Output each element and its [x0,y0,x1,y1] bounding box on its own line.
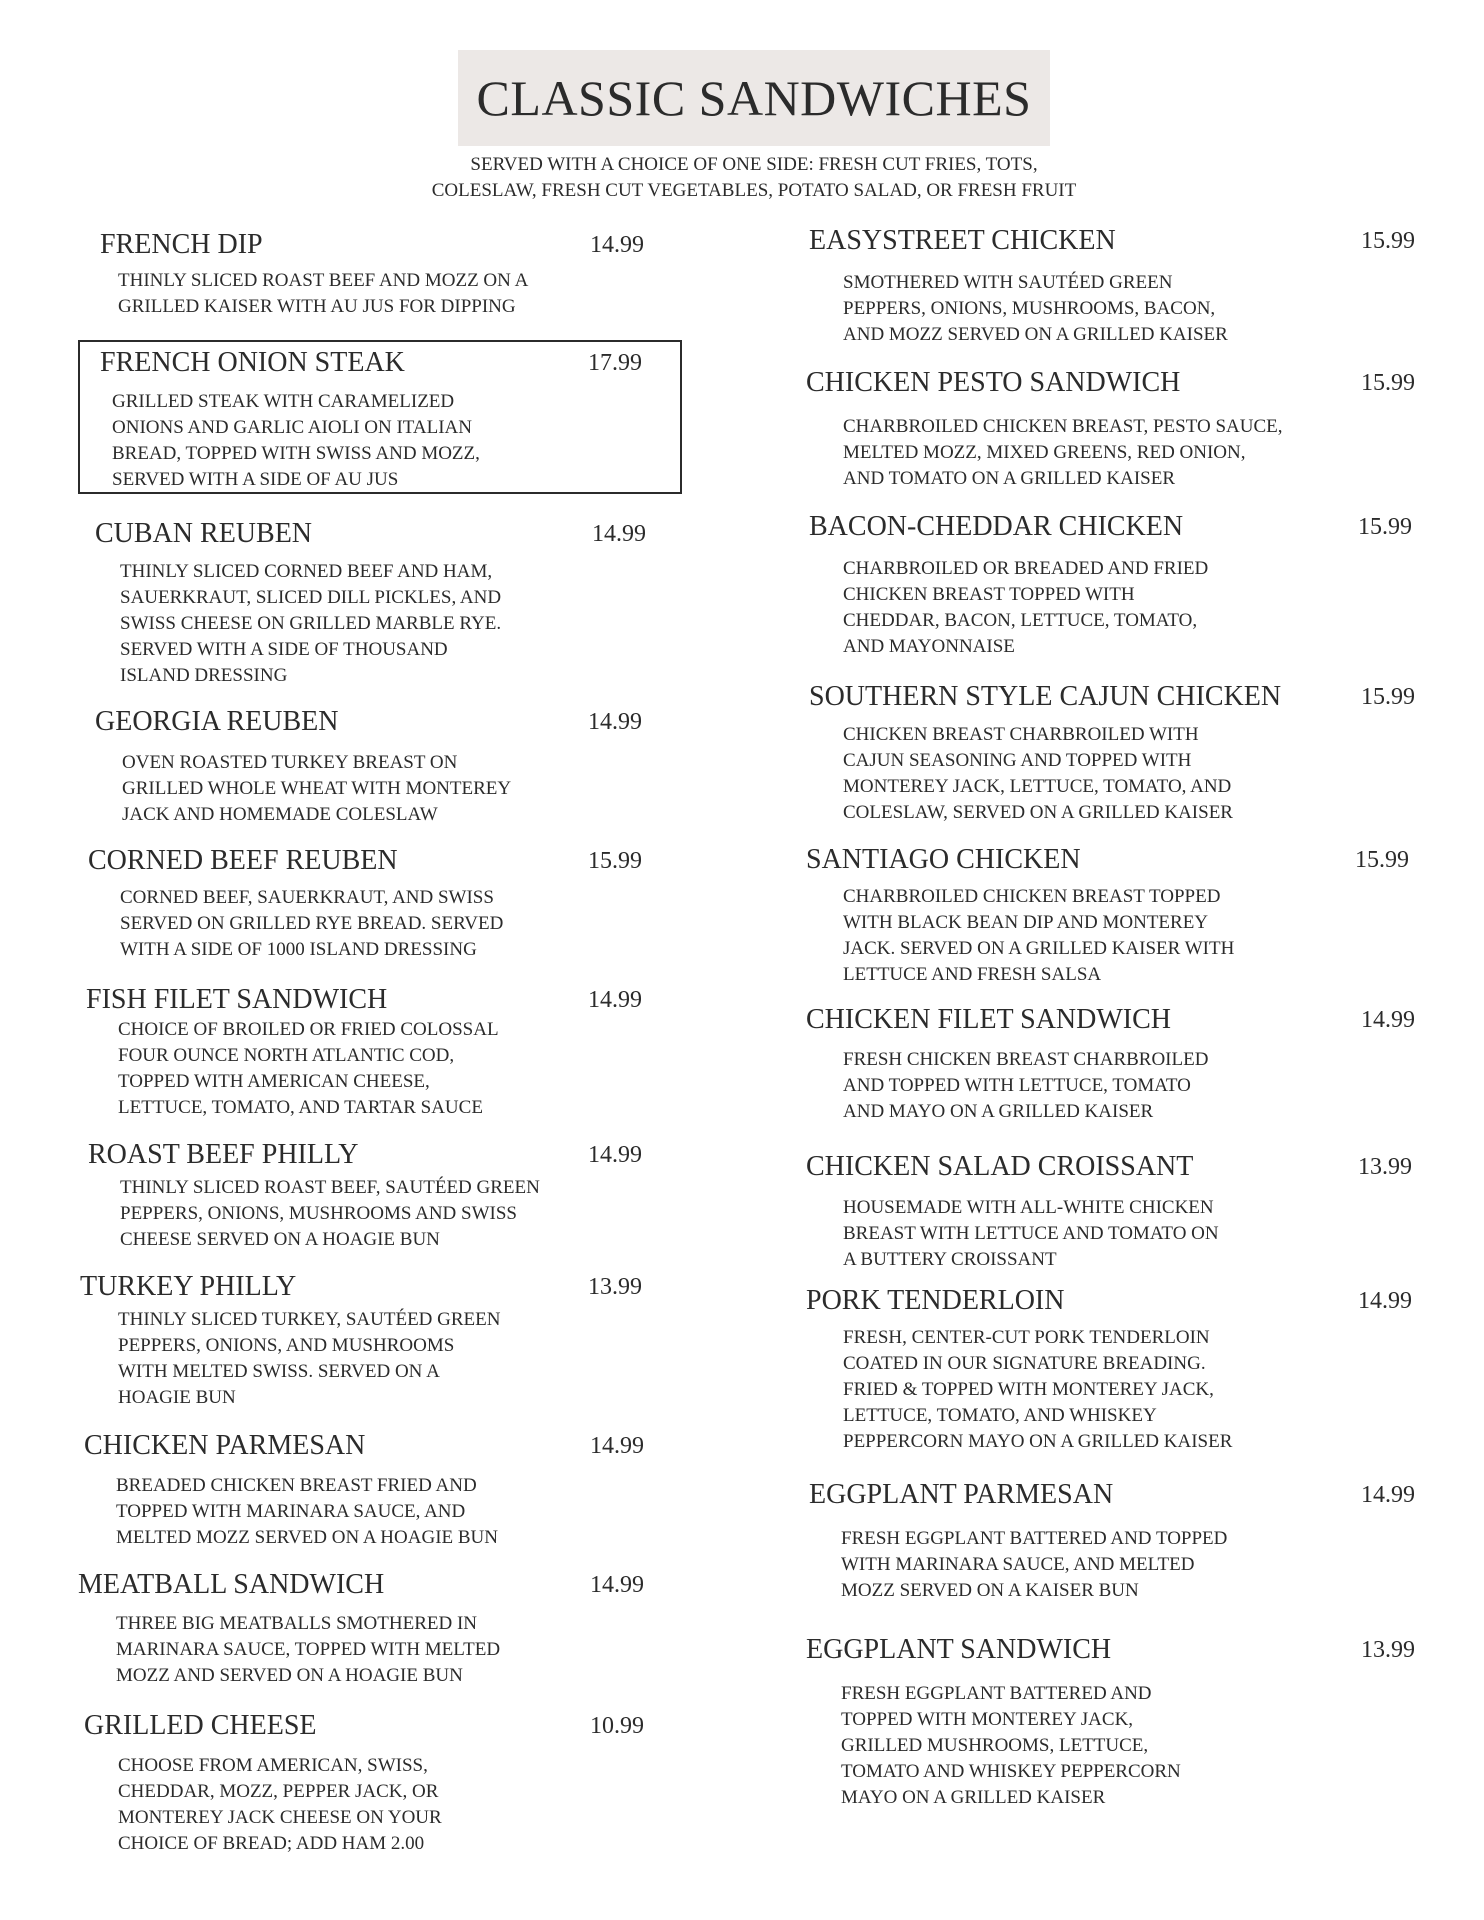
item-name: SOUTHERN STYLE CAJUN CHICKEN [809,681,1282,712]
item-description [841,1526,1227,1604]
item-description-line: THINLY SLICED ROAST BEEF AND MOZZ ON A [118,270,529,291]
item-price: 14.99 [1361,1007,1415,1033]
item-description [116,1473,498,1551]
item-description-line: HOAGIE BUN [118,1387,236,1408]
item-description-line: CHICKEN BREAST CHARBROILED WITH [843,724,1199,745]
item-price: 15.99 [1358,514,1412,540]
item-description-line: A BUTTERY CROISSANT [843,1249,1057,1270]
item-description-line: AND MAYONNAISE [843,636,1015,657]
item-description-line: CHARBROILED CHICKEN BREAST TOPPED [843,886,1221,907]
item-description-line: TOPPED WITH MONTEREY JACK, [841,1709,1134,1730]
item-description-line: CHEDDAR, MOZZ, PEPPER JACK, OR [118,1781,439,1802]
item-description-line: CHOOSE FROM AMERICAN, SWISS, [118,1755,428,1776]
item-description [843,722,1233,826]
item-description-line: TOMATO AND WHISKEY PEPPERCORN [841,1761,1181,1782]
item-description-line: MOZZ AND SERVED ON A HOAGIE BUN [116,1665,463,1686]
item-price: 13.99 [588,1274,642,1300]
item-description-line: CHARBROILED CHICKEN BREAST, PESTO SAUCE, [843,416,1283,437]
item-name: CHICKEN FILET SANDWICH [806,1004,1172,1035]
item-price: 14.99 [590,232,644,258]
item-description-line: CHEDDAR, BACON, LETTUCE, TOMATO, [843,610,1198,631]
item-price: 15.99 [1361,228,1415,254]
item-description [843,1047,1208,1125]
item-description-line: GRILLED WHOLE WHEAT WITH MONTEREY [122,778,512,799]
item-description [843,414,1283,492]
item-description-line: AND MAYO ON A GRILLED KAISER [843,1101,1154,1122]
item-description-line: BREADED CHICKEN BREAST FRIED AND [116,1475,477,1496]
item-description-line: COATED IN OUR SIGNATURE BREADING. [843,1353,1206,1374]
item-description [112,389,480,493]
item-name: EGGPLANT SANDWICH [806,1634,1112,1665]
item-description-line: WITH MELTED SWISS. SERVED ON A [118,1361,440,1382]
item-name: BACON-CHEDDAR CHICKEN [809,511,1184,542]
item-name: EGGPLANT PARMESAN [809,1479,1114,1510]
item-description-line: CHARBROILED OR BREADED AND FRIED [843,558,1209,579]
item-description-line: SAUERKRAUT, SLICED DILL PICKLES, AND [120,587,502,608]
item-price: 14.99 [588,987,642,1013]
item-description-line: WITH BLACK BEAN DIP AND MONTEREY [843,912,1209,933]
item-description-line: THINLY SLICED ROAST BEEF, SAUTÉED GREEN [120,1177,540,1198]
item-description [843,1325,1232,1455]
item-description-line: SERVED ON GRILLED RYE BREAD. SERVED [120,913,504,934]
item-description [122,750,511,828]
item-description [120,1175,540,1253]
item-description-line: WITH A SIDE OF 1000 ISLAND DRESSING [120,939,477,960]
sides-note-line: COLESLAW, FRESH CUT VEGETABLES, POTATO SALAD, OR FRESH FRUIT [431,180,1077,201]
item-price: 15.99 [1361,684,1415,710]
item-description-line: THREE BIG MEATBALLS SMOTHERED IN [116,1613,477,1634]
item-name: FRENCH DIP [100,229,263,260]
item-description-line: MOZZ SERVED ON A KAISER BUN [841,1580,1139,1601]
item-description-line: OVEN ROASTED TURKEY BREAST ON [122,752,458,773]
item-description-line: SERVED WITH A SIDE OF THOUSAND [120,639,448,660]
item-description-line: MONTEREY JACK CHEESE ON YOUR [118,1807,442,1828]
item-description-line: ISLAND DRESSING [120,665,288,686]
item-description-line: FRESH, CENTER-CUT PORK TENDERLOIN [843,1327,1210,1348]
item-description-line: CAJUN SEASONING AND TOPPED WITH [843,750,1192,771]
item-description-line: THINLY SLICED TURKEY, SAUTÉED GREEN [118,1309,501,1330]
item-price: 14.99 [590,1572,644,1598]
item-description [118,1307,500,1411]
item-description-line: MELTED MOZZ, MIXED GREENS, RED ONION, [843,442,1246,463]
item-price: 14.99 [1358,1288,1412,1314]
item-description-line: THINLY SLICED CORNED BEEF AND HAM, [120,561,493,582]
item-name: MEATBALL SANDWICH [78,1569,385,1600]
item-price: 14.99 [1361,1482,1415,1508]
item-name: ROAST BEEF PHILLY [88,1139,359,1170]
item-description-line: GRILLED MUSHROOMS, LETTUCE, [841,1735,1149,1756]
item-description-line: CHEESE SERVED ON A HOAGIE BUN [120,1229,440,1250]
item-description-line: CORNED BEEF, SAUERKRAUT, AND SWISS [120,887,494,908]
item-description-line: BREAD, TOPPED WITH SWISS AND MOZZ, [112,443,480,464]
item-price: 14.99 [588,709,642,735]
item-description-line: TOPPED WITH AMERICAN CHEESE, [118,1071,430,1092]
item-description-line: TOPPED WITH MARINARA SAUCE, AND [116,1501,466,1522]
item-description-line: SERVED WITH A SIDE OF AU JUS [112,469,399,490]
item-description [843,556,1208,660]
item-name: CHICKEN PARMESAN [84,1430,366,1461]
item-name: CHICKEN PESTO SANDWICH [806,367,1181,398]
item-description-line: PEPPERCORN MAYO ON A GRILLED KAISER [843,1431,1233,1452]
item-description-line: FRESH EGGPLANT BATTERED AND TOPPED [841,1528,1228,1549]
item-name: TURKEY PHILLY [80,1271,297,1302]
item-price: 15.99 [1361,370,1415,396]
item-description-line: MARINARA SAUCE, TOPPED WITH MELTED [116,1639,501,1660]
item-description [843,270,1228,348]
item-name: SANTIAGO CHICKEN [806,844,1081,875]
menu-title: CLASSIC SANDWICHES [476,70,1032,126]
item-description [843,884,1234,988]
item-description [118,1753,442,1857]
item-description [118,268,528,320]
item-description-line: CHOICE OF BREAD; ADD HAM 2.00 [118,1833,425,1854]
item-description-line: ONIONS AND GARLIC AIOLI ON ITALIAN [112,417,472,438]
item-price: 14.99 [588,1142,642,1168]
item-description-line: FRESH CHICKEN BREAST CHARBROILED [843,1049,1209,1070]
item-name: PORK TENDERLOIN [806,1285,1065,1316]
item-description [841,1681,1181,1811]
item-description-line: PEPPERS, ONIONS, MUSHROOMS AND SWISS [120,1203,517,1224]
item-description-line: GRILLED STEAK WITH CARAMELIZED [112,391,455,412]
item-description-line: AND MOZZ SERVED ON A GRILLED KAISER [843,324,1228,345]
item-description-line: CHICKEN BREAST TOPPED WITH [843,584,1135,605]
item-description-line: LETTUCE, TOMATO, AND TARTAR SAUCE [118,1097,483,1118]
item-description-line: SMOTHERED WITH SAUTÉED GREEN [843,272,1173,293]
item-price: 15.99 [1355,847,1409,873]
item-description-line: HOUSEMADE WITH ALL-WHITE CHICKEN [843,1197,1214,1218]
item-description [116,1611,500,1689]
item-description [120,885,503,963]
item-description-line: COLESLAW, SERVED ON A GRILLED KAISER [843,802,1233,823]
item-price: 13.99 [1361,1637,1415,1663]
item-price: 10.99 [590,1713,644,1739]
item-description-line: AND TOMATO ON A GRILLED KAISER [843,468,1175,489]
item-name: CORNED BEEF REUBEN [88,845,398,876]
item-name: FISH FILET SANDWICH [86,984,388,1015]
item-description-line: AND TOPPED WITH LETTUCE, TOMATO [843,1075,1191,1096]
item-description-line: MONTEREY JACK, LETTUCE, TOMATO, AND [843,776,1232,797]
item-description [843,1195,1219,1273]
item-description-line: JACK AND HOMEMADE COLESLAW [122,804,438,825]
sides-note [0,152,1484,204]
sides-note-line: SERVED WITH A CHOICE OF ONE SIDE: FRESH CUT FRIES, TOTS, [470,154,1038,175]
item-price: 14.99 [592,521,646,547]
item-description-line: FRIED & TOPPED WITH MONTEREY JACK, [843,1379,1214,1400]
item-name: FRENCH ONION STEAK [100,347,405,378]
item-name: CHICKEN SALAD CROISSANT [806,1151,1194,1182]
title-banner [458,50,1050,146]
item-description-line: PEPPERS, ONIONS, AND MUSHROOMS [118,1335,455,1356]
item-description-line: MAYO ON A GRILLED KAISER [841,1787,1106,1808]
item-name: GRILLED CHEESE [84,1710,317,1741]
item-name: CUBAN REUBEN [95,518,313,549]
item-description-line: JACK. SERVED ON A GRILLED KAISER WITH [843,938,1235,959]
item-description-line: MELTED MOZZ SERVED ON A HOAGIE BUN [116,1527,498,1548]
item-description-line: FOUR OUNCE NORTH ATLANTIC COD, [118,1045,455,1066]
item-description-line: BREAST WITH LETTUCE AND TOMATO ON [843,1223,1219,1244]
item-description-line: CHOICE OF BROILED OR FRIED COLOSSAL [118,1019,499,1040]
item-price: 17.99 [588,350,642,376]
item-name: EASYSTREET CHICKEN [809,225,1116,256]
item-price: 13.99 [1358,1154,1412,1180]
item-description [118,1017,499,1121]
item-description-line: FRESH EGGPLANT BATTERED AND [841,1683,1152,1704]
item-description-line: GRILLED KAISER WITH AU JUS FOR DIPPING [118,296,516,317]
item-description [120,559,501,689]
item-description-line: WITH MARINARA SAUCE, AND MELTED [841,1554,1195,1575]
item-price: 15.99 [588,848,642,874]
item-description-line: SWISS CHEESE ON GRILLED MARBLE RYE. [120,613,502,634]
item-description-line: PEPPERS, ONIONS, MUSHROOMS, BACON, [843,298,1216,319]
item-description-line: LETTUCE AND FRESH SALSA [843,964,1102,985]
item-description-line: LETTUCE, TOMATO, AND WHISKEY [843,1405,1157,1426]
item-name: GEORGIA REUBEN [95,706,339,737]
item-price: 14.99 [590,1433,644,1459]
